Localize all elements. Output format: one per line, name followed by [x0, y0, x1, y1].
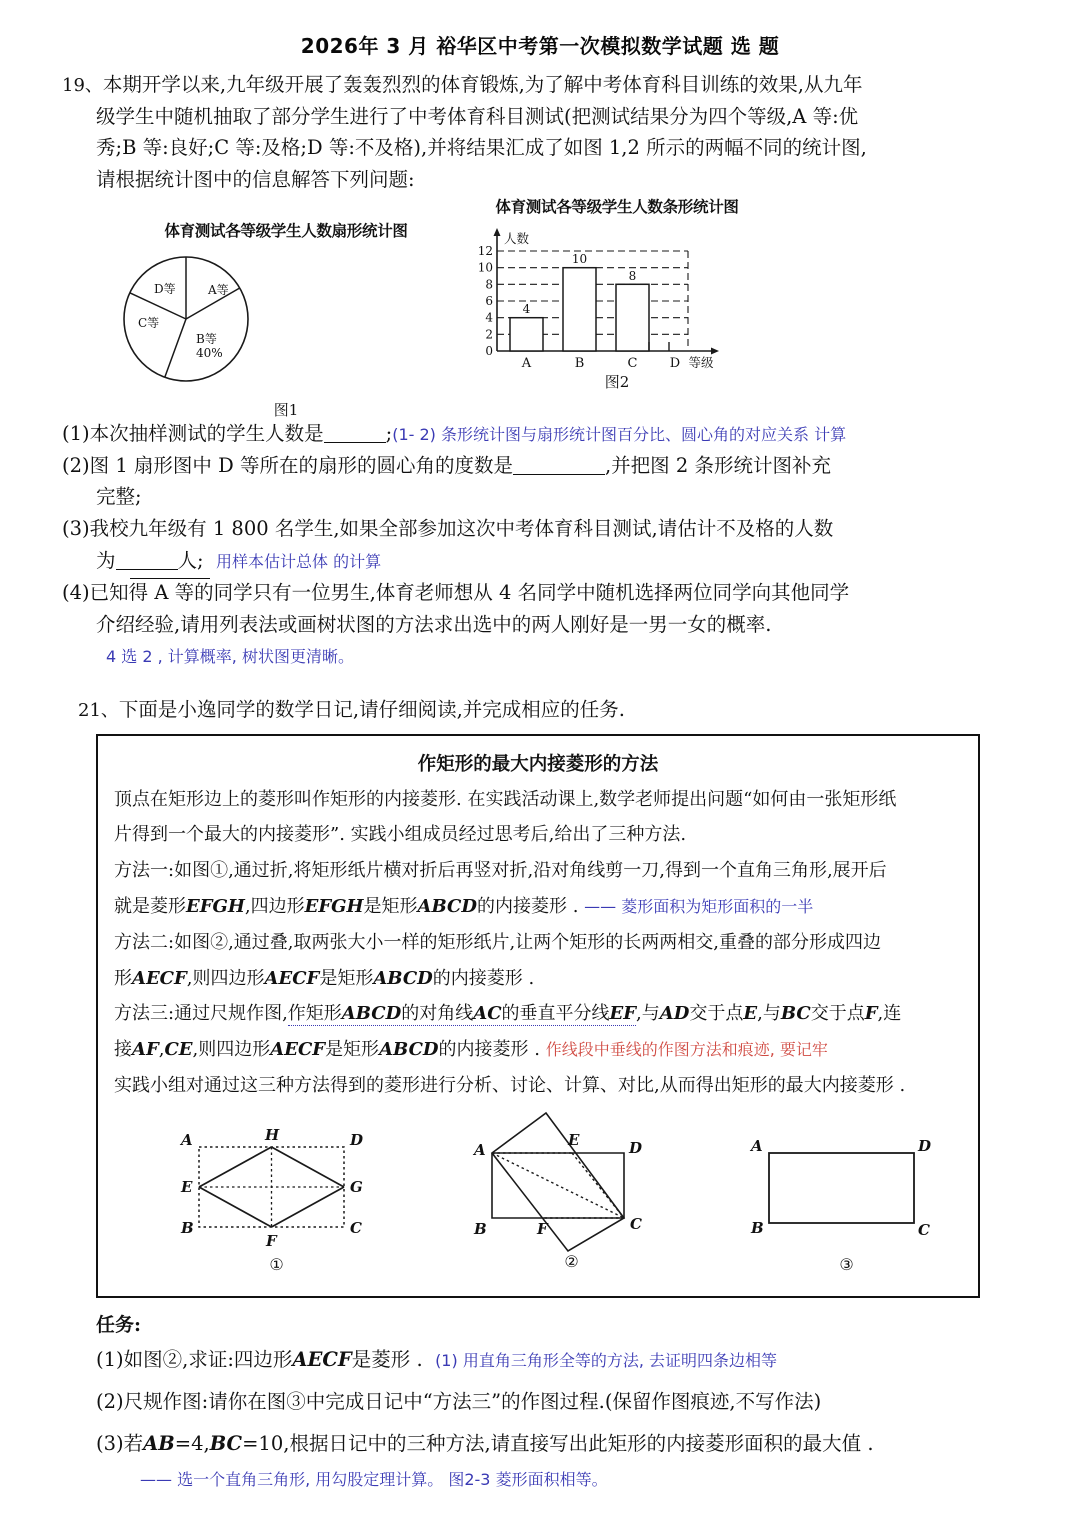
subpart-3-text: (3)我校九年级有 1 800 名学生,如果全部参加这次中考体育科目测试,请估计不及格的人数 [62, 517, 834, 541]
fig1-vertex-A: A [181, 1130, 193, 1149]
m2-post: 的内接菱形 . [432, 967, 535, 989]
m3-p5: ,连 [877, 1003, 902, 1025]
figure-3-caption: ③ [839, 1254, 854, 1274]
subpart-3-annotation: 用样本估计总体 的计算 [216, 551, 382, 571]
bar-A [510, 318, 543, 351]
answer-blank-2[interactable] [513, 474, 605, 475]
charts-row [0, 198, 1080, 420]
fig1-vertex-C: C [350, 1218, 362, 1237]
m2-var-1: AECF [132, 967, 187, 989]
m3-uvar-1: ABCD [341, 1003, 402, 1025]
subpart-4-line-1: (4)已知得 A 等的同学只有一位男生,体育老师想从 4 名同学中随机选择两位同学向其他同学 [62, 581, 850, 605]
pie-label-d: D等 [154, 282, 176, 297]
m3b-var-1: AF [132, 1039, 159, 1061]
diary-box [96, 734, 980, 1298]
diary-method-2-line-2 [114, 965, 962, 994]
task-3-eq-2: =10, [242, 1431, 290, 1455]
diary-method-1-line-2 [114, 893, 962, 922]
m3b-var-4: ABCD [379, 1039, 439, 1061]
tasks-block [96, 1310, 1018, 1495]
figure-3-svg [739, 1125, 954, 1253]
pie-chart-caption: 图1 [273, 401, 299, 420]
m3-p1: ,与 [636, 1003, 660, 1025]
subpart-1-text: (1)本次抽样测试的学生人数是 [62, 422, 324, 446]
m3-var-5: E [743, 1003, 758, 1025]
m3-p3: ,与 [757, 1003, 781, 1025]
m3b-var-3: AECF [270, 1039, 326, 1061]
question-21-stem: 下面是小逸同学的数学日记,请仔细阅读,并完成相应的任务. [118, 697, 626, 721]
m1-mid-2: 是矩形 [363, 895, 418, 917]
question-19-line-4: 请根据统计图中的信息解答下列问题: [96, 167, 415, 191]
answer-blank-3[interactable] [116, 569, 178, 570]
m3b-comma: , [158, 1039, 165, 1061]
figure-1 [169, 1125, 384, 1274]
figure-3 [739, 1125, 954, 1274]
m3b-mid-2: 是矩形 [325, 1039, 380, 1061]
figure-2-caption: ② [564, 1251, 579, 1271]
bar-chart-figure [452, 195, 782, 392]
task-1-pre: (1)如图②,求证:四边形 [96, 1348, 293, 1372]
answer-blank-1[interactable] [324, 442, 386, 443]
page-title: 2026年 3 月 裕华区中考第一次模拟数学试题 选 题 [300, 34, 780, 58]
task-1-post: 是菱形 . [351, 1348, 423, 1372]
m3-u3: 的垂直平分线 [501, 1003, 610, 1025]
bar-C [616, 285, 649, 352]
pie-label-b: B等 [196, 332, 217, 347]
fig3-vertex-C: C [918, 1220, 930, 1239]
task-3-var-2: BC [209, 1431, 243, 1455]
task-1 [96, 1344, 1018, 1376]
question-19-block [62, 69, 1018, 195]
diary-method-3-line-1 [114, 1000, 962, 1029]
bar-label-A: 4 [522, 302, 531, 317]
ytick-0: 0 [485, 344, 493, 359]
question-19-number: 19、 [62, 75, 103, 96]
bar-chart-y-axis-label: 人数 [504, 231, 530, 247]
fig3-vertex-D: D [918, 1136, 932, 1155]
question-19-line-2: 级学生中随机抽取了部分学生进行了中考体育科目测试(把测试结果分为四个等级,A 等:优 [96, 104, 859, 128]
m1-pre: 就是菱形 [114, 895, 186, 917]
xtick-B: B [574, 356, 585, 370]
bar-chart-x-axis-label: 等级 [688, 355, 714, 370]
question-21-block [62, 694, 1018, 726]
task-1-var: AECF [292, 1348, 352, 1372]
subpart-1-post: ; [385, 422, 393, 446]
question-21-number: 21、 [78, 699, 119, 721]
xtick-A: A [521, 356, 532, 370]
ytick-2: 2 [485, 327, 493, 342]
ytick-4: 4 [485, 311, 493, 326]
subpart-4 [62, 577, 1018, 609]
bar-chart-svg [452, 219, 752, 369]
fig2-vertex-A: A [474, 1140, 486, 1159]
m2-var-3: ABCD [373, 967, 433, 989]
fig1-vertex-D: D [350, 1130, 364, 1149]
fig3-vertex-B: B [751, 1218, 764, 1237]
bar-label-C: 8 [628, 269, 637, 284]
m1-var-3: ABCD [417, 895, 477, 917]
subpart-2-post: ,并把图 2 条形统计图补充 [604, 453, 831, 477]
xtick-D: D [669, 356, 681, 370]
figures-row [114, 1111, 962, 1286]
task-3-annotation: —— 选一个直角三角形, 用勾股定理计算。 图2-3 菱形面积相等。 [140, 1470, 608, 1490]
m2-pre: 形 [114, 967, 132, 989]
m3-p2: 交于点 [689, 1003, 744, 1025]
subpart-4-annotation: 4 选 2 , 计算概率, 树状图更清晰。 [106, 647, 354, 667]
fig2-vertex-D: D [629, 1138, 643, 1157]
ytick-6: 6 [485, 294, 493, 309]
figure-1-caption: ① [269, 1254, 284, 1274]
m3-var-6: BC [780, 1003, 811, 1025]
subpart-1-annotation: (1- 2) 条形统计图与扇形统计图百分比、圆心角的对应关系 计算 [392, 425, 847, 445]
fig2-vertex-E: E [568, 1130, 580, 1149]
subpart-3-post: 人; [177, 548, 204, 572]
bar-chart-caption: 图2 [604, 373, 630, 392]
subpart-3-mid: 为 [96, 548, 116, 572]
m3-uvar-2: AC [473, 1003, 502, 1025]
fig2-vertex-F: F [537, 1219, 548, 1238]
m3b-mid: ,则四边形 [192, 1039, 271, 1061]
diary-closing: 实践小组对通过这三种方法得到的菱形进行分析、讨论、计算、对比,从而得出矩形的最大内接菱形 . [114, 1074, 906, 1096]
m1-var-1: EFGH [186, 895, 245, 917]
pie-chart-figure [96, 219, 476, 420]
m2-var-2: AECF [264, 967, 320, 989]
subpart-2-cont: 完整; [96, 485, 142, 509]
pie-label-c: C等 [138, 316, 160, 331]
task-3-var-1: AB [143, 1431, 175, 1455]
bar-label-B: 10 [571, 252, 588, 267]
m2-mid: ,则四边形 [186, 967, 265, 989]
m3-var-7: F [864, 1003, 878, 1025]
m3-annotation: 作线段中垂线的作图方法和痕迹, 要记牢 [545, 1040, 828, 1060]
pie-chart-svg [96, 247, 276, 397]
ytick-8: 8 [485, 277, 493, 292]
subpart-1 [62, 418, 1018, 450]
question-19-line-3: 秀;B 等:良好;C 等:及格;D 等:不及格),并将结果汇成了如图 1,2 所示的两幅不同的统计图, [96, 136, 867, 160]
pie-chart-title: 体育测试各等级学生人数扇形统计图 [164, 222, 408, 241]
m3-u1: 作矩形 [287, 1003, 342, 1025]
task-3-post: 根据日记中的三种方法,请直接写出此矩形的内接菱形面积的最大值 . [289, 1431, 874, 1455]
m1-annotation: —— 菱形面积为矩形面积的一半 [584, 896, 814, 916]
m2-mid-2: 是矩形 [319, 967, 374, 989]
ytick-10: 10 [477, 261, 493, 276]
tasks-heading: 任务: [96, 1313, 142, 1336]
task-3-pre: (3)若 [96, 1431, 144, 1455]
subpart-3-cont [62, 545, 1018, 580]
m3-uvar-3: EF [609, 1003, 637, 1025]
fig1-vertex-H: H [265, 1125, 280, 1144]
fig1-vertex-E: E [181, 1177, 193, 1196]
fig2-vertex-B: B [474, 1219, 487, 1238]
subpart-2-text: (2)图 1 扇形图中 D 等所在的扇形的圆心角的度数是 [62, 453, 513, 477]
fig3-vertex-A: A [751, 1136, 763, 1155]
m3b-post: 的内接菱形 . [438, 1039, 540, 1061]
question-19-subparts [62, 418, 1018, 672]
subpart-4-line-2: 介绍经验,请用列表法或画树状图的方法求出选中的两人刚好是一男一女的概率. [96, 612, 772, 636]
diary-paragraph-1a: 顶点在矩形边上的菱形叫作矩形的内接菱形. 在实践活动课上,数学老师提出问题“如何由一张矩形纸 [114, 788, 897, 810]
diary-method-1-line-1: 方法一:如图①,通过折,将矩形纸片横对折后再竖对折,沿对角线剪一刀,得到一个直角三角形,展开后 [114, 860, 887, 882]
fig2-vertex-C: C [630, 1214, 642, 1233]
pie-label-a: A等 [208, 283, 229, 298]
question-19-line-1: 本期开学以来,九年级开展了轰轰烈烈的体育锻炼,为了解中考体育科目训练的效果,从九年 [102, 73, 863, 96]
m3-p4: 交于点 [810, 1003, 865, 1025]
m1-mid: ,四边形 [244, 895, 305, 917]
ytick-12: 12 [477, 244, 493, 259]
m1-var-2: EFGH [304, 895, 364, 917]
pie-label-b-percent: 40% [196, 346, 223, 361]
task-3 [96, 1428, 1018, 1460]
bar-chart-title: 体育测试各等级学生人数条形统计图 [495, 198, 739, 217]
figure-2 [464, 1111, 679, 1271]
diary-method-2-line-1: 方法二:如图②,通过叠,取两张大小一样的矩形纸片,让两个矩形的长两两相交,重叠的部分形成四边 [114, 931, 881, 953]
m3b-pre: 接 [114, 1039, 132, 1061]
task-1-annotation: (1) 用直角三角形全等的方法, 去证明四条边相等 [435, 1351, 777, 1371]
bar-B [563, 268, 596, 351]
m3-u2: 的对角线 [401, 1003, 474, 1025]
m3-pre: 方法三:通过尺规作图, [114, 1003, 288, 1025]
fig1-vertex-G: G [350, 1177, 363, 1196]
subpart-2 [62, 450, 1018, 482]
figure-2-svg [464, 1111, 679, 1256]
m3-var-4: AD [659, 1003, 690, 1025]
fig1-vertex-B: B [181, 1218, 194, 1237]
xtick-C: C [627, 356, 638, 370]
fig1-vertex-F: F [266, 1231, 277, 1250]
diary-method-3-line-2 [114, 1036, 962, 1065]
diary-title: 作矩形的最大内接菱形的方法 [417, 753, 659, 775]
m1-post: 的内接菱形 . [476, 895, 579, 917]
subpart-3 [62, 513, 1018, 545]
m3b-var-2: CE [164, 1039, 193, 1061]
task-2: (2)尺规作图:请你在图③中完成日记中“方法三”的作图过程.(保留作图痕迹,不写作法) [96, 1390, 822, 1414]
figure-1-svg [169, 1125, 384, 1253]
task-3-eq-1: =4, [174, 1431, 210, 1455]
diary-paragraph-1b: 片得到一个最大的内接菱形”. 实践小组成员经过思考后,给出了三种方法. [114, 824, 687, 846]
